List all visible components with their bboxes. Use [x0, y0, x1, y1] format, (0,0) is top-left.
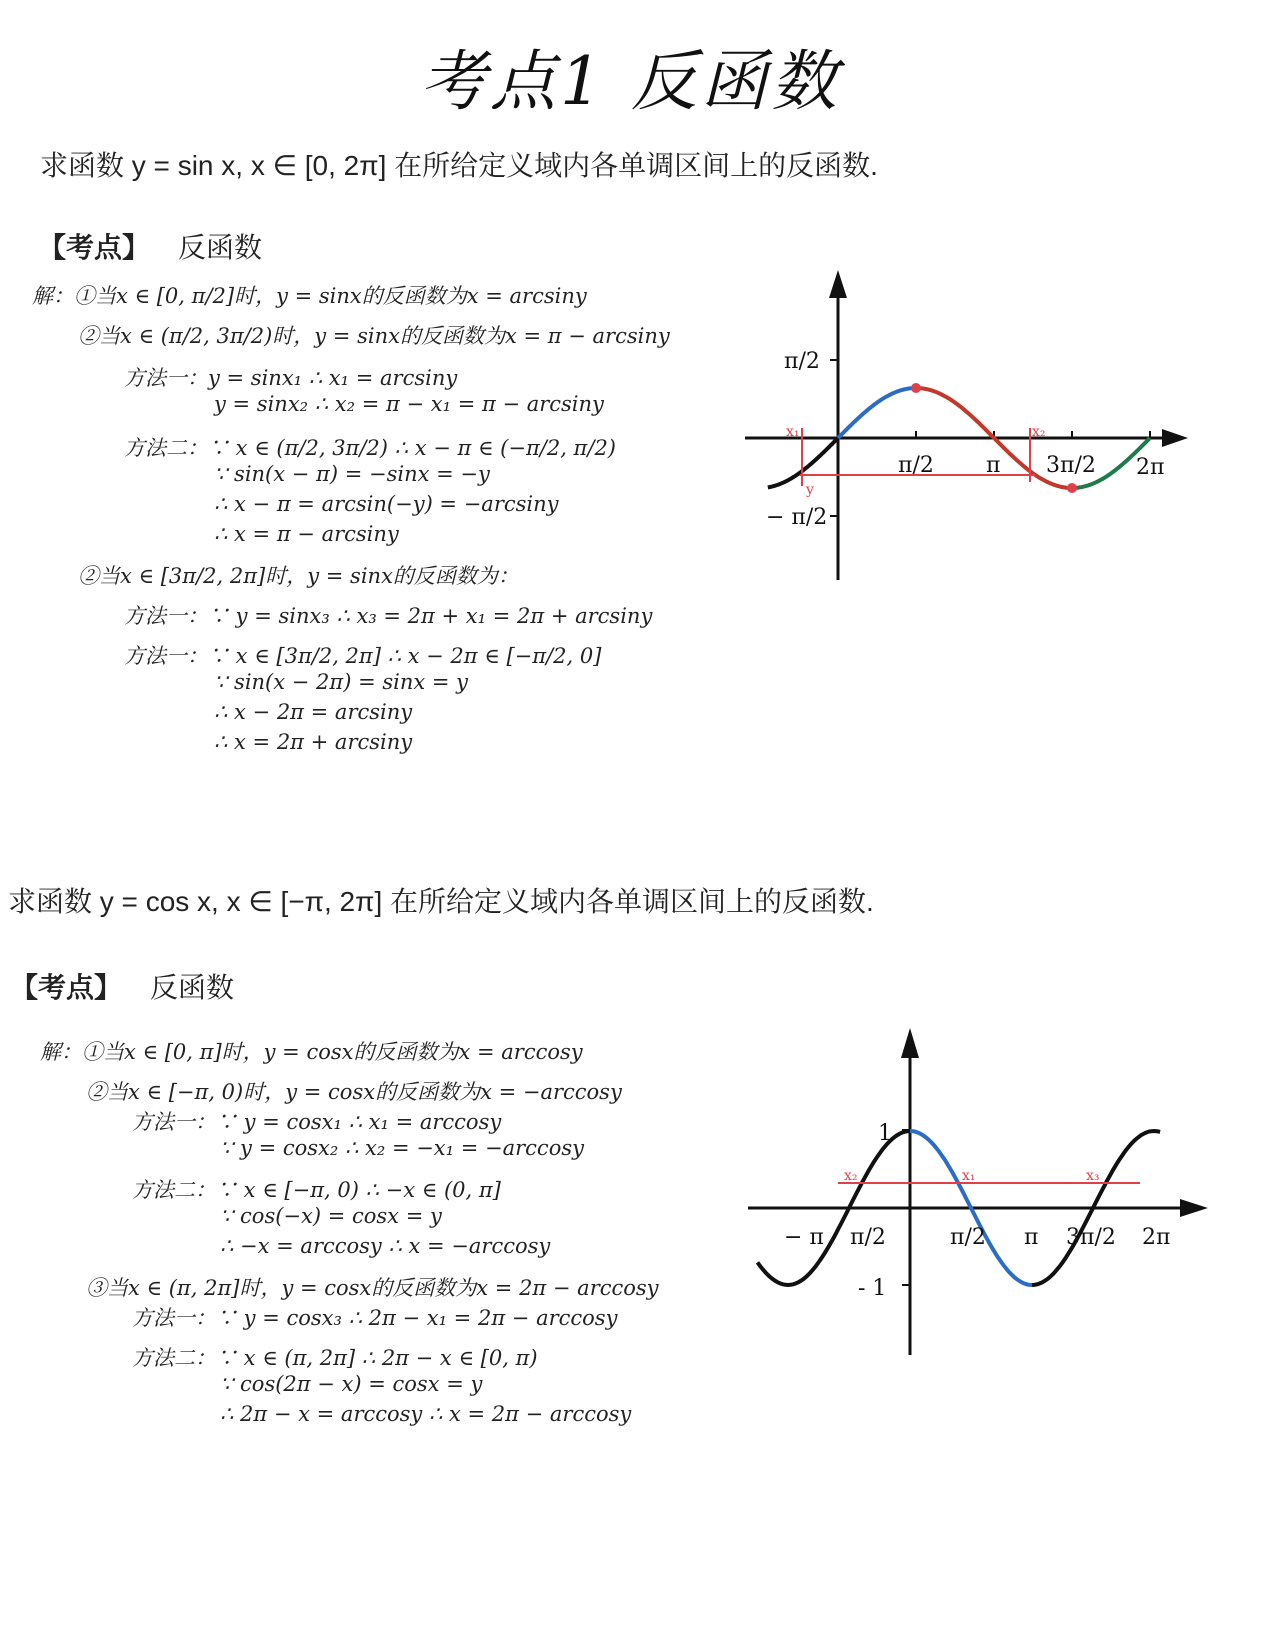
x-label-3pi-half: 3π/2 — [1066, 1225, 1116, 1250]
annotation-x3: x₃ — [1086, 1168, 1100, 1184]
y-label-neg-one: - 1 — [858, 1276, 887, 1301]
solution-2-line: ②当x ∈ [−π, 0)时，y = cosx的反函数为x = −arccosy — [86, 1080, 622, 1104]
x-axis-arrow-icon — [1180, 1199, 1208, 1217]
solution-1-line: ∵ sin(x − 2π) = sinx = y — [214, 670, 469, 694]
min-point-marker — [1067, 483, 1077, 493]
solution-2-line: ∵ cos(2π − x) = cosx = y — [220, 1372, 483, 1396]
y-axis-arrow-icon — [901, 1028, 919, 1058]
solution-1-line: 解：①当x ∈ [0, π/2]时，y = sinx的反函数为x = arcsiny — [32, 284, 587, 308]
y-axis-arrow-icon — [829, 270, 847, 298]
problem-1-statement: 求函数 y = sin x, x ∈ [0, 2π] 在所给定义域内各单调区间上的反函数. — [40, 150, 878, 181]
solution-2-line: 解：①当x ∈ [0, π]时，y = cosx的反函数为x = arccosy — [40, 1040, 583, 1064]
solution-2-line: ∴ 2π − x = arccosy ∴ x = 2π − arccosy — [220, 1402, 632, 1426]
x-label-pi: π — [1024, 1225, 1039, 1250]
kaodian-2-name: 反函数 — [150, 972, 235, 1003]
annotation-x2: x₂ — [844, 1168, 858, 1184]
solution-1-line: ∴ x − 2π = arcsiny — [214, 700, 413, 724]
solution-2-line: ∴ −x = arccosy ∴ x = −arccosy — [220, 1234, 551, 1258]
x-axis-arrow-icon — [1162, 429, 1188, 447]
solution-2-line: 方法二：∵ x ∈ (π, 2π] ∴ 2π − x ∈ [0, π) — [132, 1346, 538, 1370]
solution-2-line: ∵ y = cosx₂ ∴ x₂ = −x₁ = −arccosy — [220, 1136, 584, 1160]
kaodian-1-name: 反函数 — [178, 232, 263, 263]
solution-1-line: ②当x ∈ [3π/2, 2π]时，y = sinx的反函数为： — [78, 564, 519, 588]
solution-2-line: ∵ cos(−x) = cosx = y — [220, 1204, 442, 1228]
solution-1-line: 方法二：∵ x ∈ (π/2, 3π/2) ∴ x − π ∈ (−π/2, π/2) — [124, 436, 616, 460]
x-label-pi-half: π/2 — [898, 453, 934, 478]
solution-1-line: 方法一：∵ y = sinx₃ ∴ x₃ = 2π + x₁ = 2π + arcsiny — [124, 604, 653, 628]
solution-2-line: 方法一：∵ y = cosx₁ ∴ x₁ = arccosy — [132, 1110, 502, 1134]
solution-1-line: ∵ sin(x − π) = −sinx = −y — [214, 462, 490, 486]
solution-2-line: ③当x ∈ (π, 2π]时，y = cosx的反函数为x = 2π − arccosy — [86, 1276, 659, 1300]
solution-1-line: y = sinx₂ ∴ x₂ = π − x₁ = π − arcsiny — [214, 392, 604, 416]
solution-1-line: 方法一：∵ x ∈ [3π/2, 2π] ∴ x − 2π ∈ [−π/2, 0] — [124, 644, 602, 668]
y-label-neg-pi-half: − π/2 — [766, 505, 828, 530]
kaodian-2-tag: 【考点】 — [10, 972, 123, 1003]
sine-graph — [740, 260, 1200, 590]
x-label-2pi: 2π — [1142, 1225, 1171, 1250]
x-label-neg-pi: − π — [784, 1225, 824, 1250]
solution-1-line: ②当x ∈ (π/2, 3π/2)时，y = sinx的反函数为x = π − arcsiny — [78, 324, 670, 348]
solution-2-line: 方法一：∵ y = cosx₃ ∴ 2π − x₁ = 2π − arccosy — [132, 1306, 618, 1330]
solution-2-line: 方法二：∵ x ∈ [−π, 0) ∴ −x ∈ (0, π] — [132, 1178, 501, 1202]
y-label-pi-half: π/2 — [784, 349, 820, 374]
x-label-pi: π — [986, 453, 1001, 478]
x-label-3pi-half: 3π/2 — [1046, 453, 1096, 478]
solution-1-line: 方法一：y = sinx₁ ∴ x₁ = arcsiny — [124, 366, 458, 390]
annotation-x2: x₂ — [1032, 424, 1046, 440]
page-title: 考点1 反函数 — [420, 43, 841, 120]
x-label-2pi: 2π — [1136, 455, 1165, 480]
solution-1-line: ∴ x − π = arcsin(−y) = −arcsiny — [214, 492, 559, 516]
problem-2-statement: 求函数 y = cos x, x ∈ [−π, 2π] 在所给定义域内各单调区间上的反函数. — [8, 886, 874, 917]
max-point-marker — [911, 383, 921, 393]
cosine-graph — [740, 1020, 1220, 1365]
annotation-x1: x₁ — [962, 1168, 976, 1184]
solution-1-line: ∴ x = 2π + arcsiny — [214, 730, 413, 754]
kaodian-1-tag: 【考点】 — [38, 232, 151, 263]
y-label-one: 1 — [878, 1121, 892, 1146]
x-label-pi-half: π/2 — [950, 1225, 986, 1250]
x-label-neg-pi-half: π/2 — [850, 1225, 886, 1250]
solution-1-line: ∴ x = π − arcsiny — [214, 522, 399, 546]
annotation-y: y — [806, 482, 814, 498]
annotation-x1: x₁ — [786, 424, 800, 440]
